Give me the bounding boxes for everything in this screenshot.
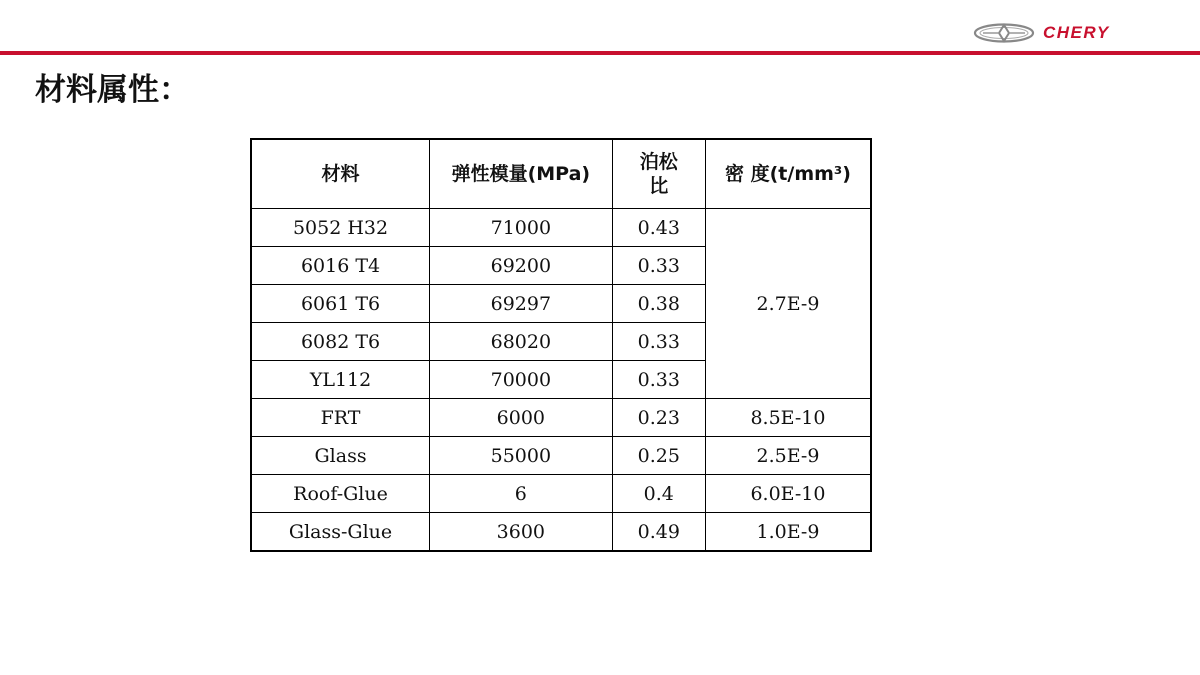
cell-material: 6082 T6 (251, 323, 430, 361)
cell-poisson: 0.33 (612, 323, 705, 361)
cell-poisson: 0.49 (612, 513, 705, 552)
table-row (251, 513, 871, 552)
cell-material: FRT (251, 399, 430, 437)
cell-modulus: 6 (430, 475, 613, 513)
chery-emblem-icon (973, 23, 1035, 43)
cell-density-merged: 2.7E-9 (705, 209, 871, 399)
cell-modulus: 55000 (430, 437, 613, 475)
chery-logo (973, 22, 1163, 44)
cell-material: 6061 T6 (251, 285, 430, 323)
cell-modulus: 70000 (430, 361, 613, 399)
cell-poisson: 0.43 (612, 209, 705, 247)
logo-text: CHERY (1043, 23, 1110, 42)
table-row (251, 209, 871, 247)
cell-material: 5052 H32 (251, 209, 430, 247)
cell-modulus: 69200 (430, 247, 613, 285)
cell-density: 2.5E-9 (705, 437, 871, 475)
cell-material: Roof-Glue (251, 475, 430, 513)
header-material: 材料 (251, 139, 430, 209)
cell-material: 6016 T4 (251, 247, 430, 285)
table-row (251, 437, 871, 475)
cell-material: Glass (251, 437, 430, 475)
cell-poisson: 0.25 (612, 437, 705, 475)
cell-poisson: 0.38 (612, 285, 705, 323)
header-density: 密 度(t/mm³) (705, 139, 871, 209)
table-row (251, 475, 871, 513)
header-poisson-line2: 比 (649, 175, 669, 197)
material-properties-table (250, 138, 872, 552)
header-divider (0, 51, 1200, 55)
cell-modulus: 69297 (430, 285, 613, 323)
cell-material: YL112 (251, 361, 430, 399)
cell-density: 6.0E-10 (705, 475, 871, 513)
cell-modulus: 71000 (430, 209, 613, 247)
cell-modulus: 68020 (430, 323, 613, 361)
cell-poisson: 0.4 (612, 475, 705, 513)
page-title: 材料属性： (35, 72, 190, 108)
cell-poisson: 0.33 (612, 247, 705, 285)
header-poisson (612, 139, 705, 209)
cell-poisson: 0.33 (612, 361, 705, 399)
header-modulus: 弹性模量(MPa) (430, 139, 613, 209)
cell-poisson: 0.23 (612, 399, 705, 437)
cell-material: Glass-Glue (251, 513, 430, 552)
table-row (251, 399, 871, 437)
cell-modulus: 6000 (430, 399, 613, 437)
table-header-row (251, 139, 871, 209)
cell-modulus: 3600 (430, 513, 613, 552)
cell-density: 8.5E-10 (705, 399, 871, 437)
header-poisson-line1: 泊松 (639, 151, 678, 173)
cell-density: 1.0E-9 (705, 513, 871, 552)
